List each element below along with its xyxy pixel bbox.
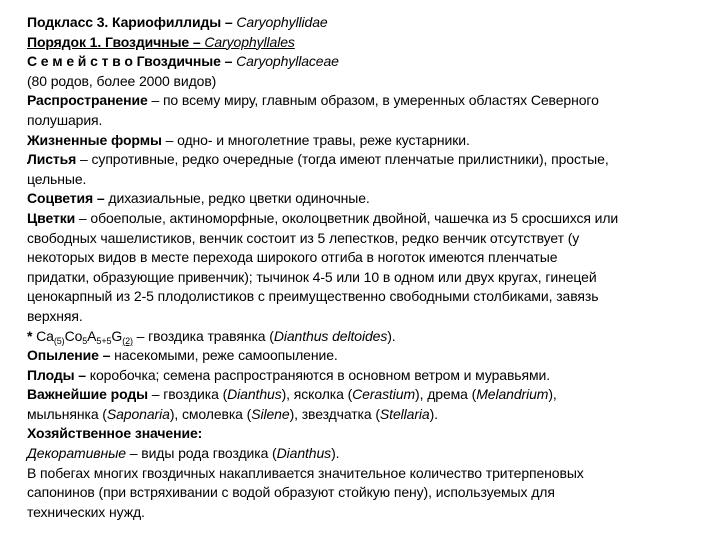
decorative-latin: Dianthus (276, 445, 332, 462)
text-body (27, 13, 717, 522)
formula-text: – гвоздика травянка ( (132, 327, 274, 344)
formula-g: G (111, 327, 123, 344)
decorative-line (27, 444, 717, 464)
fruits-text: коробочка; семена распространяются в основном ветром и муравьями. (85, 366, 550, 383)
inflorescence-text: дихазиальные, редко цветки одиночные. (104, 190, 370, 207)
fruits-line (27, 366, 717, 386)
leaves-text-1: – супротивные, редко очередные (тогда имеют пленчатые прилистники), простые, (76, 151, 609, 168)
flowers-line-2: свободных чашелистиков, венчик состоит из 5 лепестков, редко венчик отсутствует (у (27, 229, 580, 246)
formula-co: Co (64, 327, 83, 344)
flowers-line-6: верхняя. (27, 307, 83, 324)
distribution-label: Распространение (27, 92, 148, 109)
leaves-label: Листья (27, 151, 77, 168)
saponins-line-2: сапонинов (при встряхивании с водой образуют стойкую пену), используемых для (27, 484, 555, 501)
genera-text: ), смолевка ( (169, 405, 252, 422)
genera-text: ), дрема ( (415, 386, 477, 403)
formula-g-sub: (2) (122, 335, 133, 346)
genus-latin: Dianthus (227, 386, 282, 403)
genus-latin: Saponaria (106, 405, 170, 422)
decorative-label: Декоративные (27, 445, 126, 462)
genus-count: (80 родов, более 2000 видов) (27, 72, 217, 89)
decorative-end: ). (331, 445, 340, 462)
genera-text: ), ясколка ( (281, 386, 353, 403)
genera-text: ), (548, 386, 557, 403)
formula-co-sub: 5 (82, 335, 88, 346)
inflorescence-line (27, 189, 717, 209)
genus-latin: Stellaria (379, 405, 430, 422)
genera-text: мыльнянка ( (27, 405, 107, 422)
genus-latin: Silene (251, 405, 290, 422)
order-line (27, 33, 717, 53)
fruits-label: Плоды – (27, 366, 86, 383)
distribution-line-1 (27, 91, 717, 111)
formula-a-sub: 5+5 (96, 335, 112, 346)
genera-line-2 (27, 405, 717, 425)
formula-a: A (87, 327, 97, 344)
decorative-text: – виды рода гвоздика ( (125, 445, 277, 462)
genera-text: – гвоздика ( (147, 386, 228, 403)
flowers-line-3: некоторых видов в месте перехода широкого отгиба в ноготок имеются пленчатые (27, 249, 558, 266)
distribution-text-1: – по всему миру, главным образом, в умеренных областях Северного (147, 92, 599, 109)
subclass-line (27, 13, 717, 33)
life-forms-label: Жизненные формы (27, 131, 162, 148)
formula-latin: Dianthus deltoides (273, 327, 388, 344)
genera-label: Важнейшие роды (27, 386, 148, 403)
saponins-line-1: В побегах многих гвоздичных накапливается значительное количество тритерпеновых (27, 464, 584, 481)
leaves-line-2: цельные. (27, 170, 87, 187)
family-label: С е м е й с т в о Гвоздичные – (27, 53, 237, 70)
pollination-line (27, 346, 717, 366)
order-label: Порядок 1. Гвоздичные – (27, 33, 205, 50)
life-forms-text: – одно- и многолетние травы, реже кустарники. (161, 131, 470, 148)
flowers-line-4: придатки, образующие привенчик); тычинок 4-5 или 10 в одном или двух кругах, гинецей (27, 268, 597, 285)
subclass-latin: Caryophyllidae (236, 14, 328, 30)
flowers-label: Цветки (27, 209, 76, 226)
family-latin: Caryophyllaceae (236, 53, 339, 70)
family-line (27, 52, 717, 72)
genera-text: ). (429, 405, 438, 422)
flowers-text-1: – обоеполые, актиноморфные, околоцветник двойной, чашечка из 5 сросшихся или (75, 209, 619, 226)
order-latin: Caryophyllales (204, 33, 295, 50)
formula-ca-sub: (5) (53, 335, 65, 346)
inflorescence-label: Соцветия – (27, 190, 105, 207)
leaves-line-1 (27, 150, 717, 170)
pollination-text: насекомыми, реже самоопыление. (110, 347, 338, 364)
genera-line-1 (27, 385, 717, 405)
distribution-line-2: полушария. (27, 111, 103, 128)
flower-formula-line (27, 327, 717, 347)
flowers-line-1 (27, 209, 717, 229)
formula-end: ). (387, 327, 396, 344)
economic-heading (27, 424, 717, 444)
formula-star: * (27, 327, 33, 344)
saponins-line-3: технических нужд. (27, 503, 145, 520)
pollination-label: Опыление – (27, 347, 111, 364)
genus-latin: Melandrium (476, 386, 549, 403)
genera-text: ), звездчатка ( (289, 405, 380, 422)
life-forms-line (27, 131, 717, 151)
genus-latin: Cerastium (352, 386, 416, 403)
economic-label: Хозяйственное значение: (27, 425, 203, 442)
flowers-line-5: ценокарпный из 2-5 плодолистиков с преимущественно свободными столбиками, завязь (27, 288, 599, 305)
formula-ca: Ca (36, 327, 54, 344)
subclass-label: Подкласс 3. Кариофиллиды – (27, 14, 237, 30)
